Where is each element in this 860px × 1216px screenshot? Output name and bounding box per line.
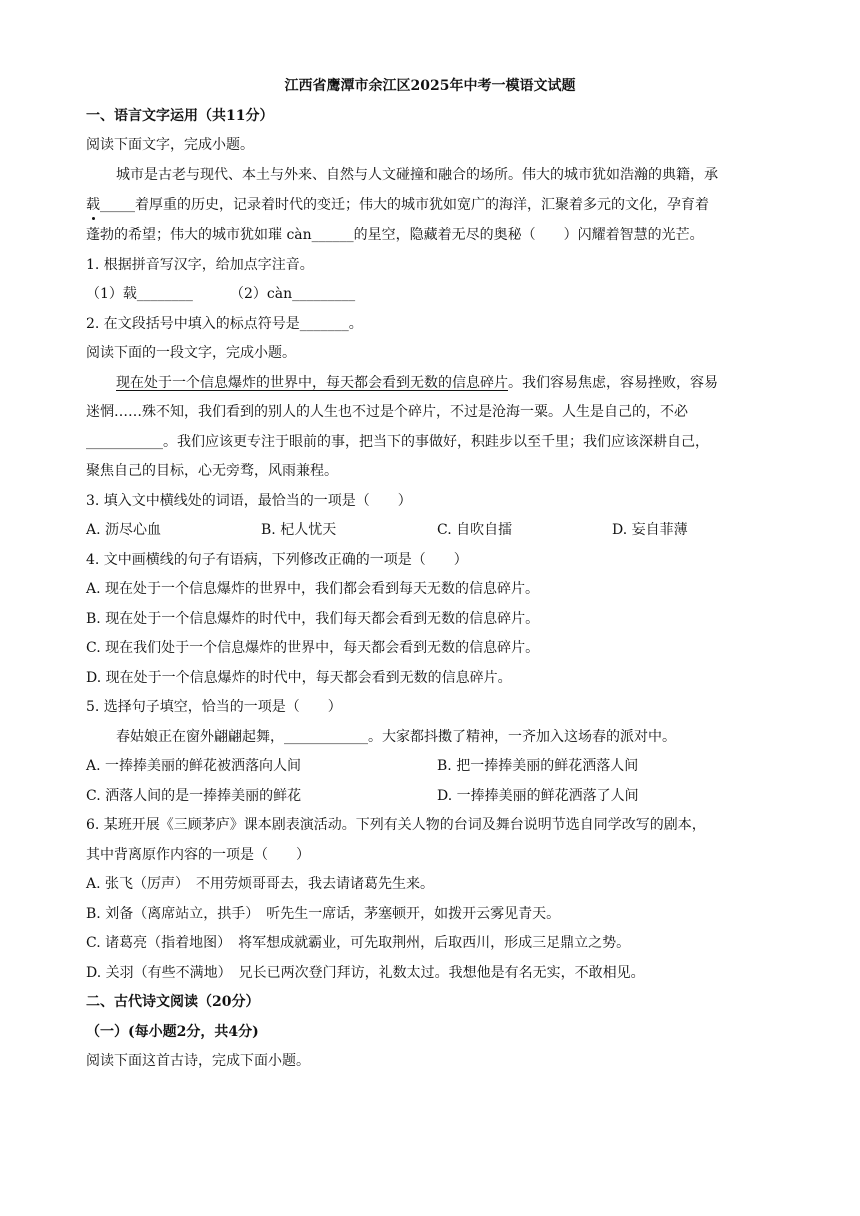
passage-1-line-3: 蓬勃的希望；伟大的城市犹如璀 càn______的星空，隐藏着无尽的奥秘（ ）闪耀着智慧的光芒。 xyxy=(86,227,704,243)
question-6-option-a: A. 张飞（厉声） 不用劳烦哥哥去，我去请诸葛先生来。 xyxy=(86,876,435,892)
question-2: 2. 在文段括号中填入的标点符号是_______。 xyxy=(86,316,363,332)
passage-1-line-1: 城市是古老与现代、本土与外来、自然与人文碰撞和融合的场所。伟大的城市犹如浩瀚的典籍，承 xyxy=(116,167,718,183)
question-5-option-d: D. 一捧捧美丽的鲜花洒落了人间 xyxy=(437,788,639,804)
subsection-heading: （一）(每小题2分，共4分) xyxy=(86,1024,259,1040)
reading-instruction-2: 阅读下面的一段文字，完成小题。 xyxy=(86,345,296,361)
dotted-character: 载 xyxy=(86,197,100,213)
passage-2-line-1-text: 。我们容易焦虑，容易挫败，容易 xyxy=(508,375,718,391)
passage-1-line-2 xyxy=(86,195,709,215)
section-heading-2: 二、古代诗文阅读（20分） xyxy=(86,994,260,1010)
document-title: 江西省鹰潭市余江区2025年中考一模语文试题 xyxy=(284,78,576,94)
question-1-part-2: （2）càn_________ xyxy=(230,286,356,302)
question-5-option-a: A. 一捧捧美丽的鲜花被洒落向人间 xyxy=(86,758,302,774)
question-1-part-1: （1）载________ xyxy=(86,286,193,302)
question-3-option-a: A. 沥尽心血 xyxy=(86,522,162,538)
question-3-option-c: C. 自吹自擂 xyxy=(437,522,513,538)
question-4-option-b: B. 现在处于一个信息爆炸的时代中，我们每天都会看到无数的信息碎片。 xyxy=(86,611,540,627)
question-5-text: 春姑娘正在窗外翩翩起舞，____________。大家都抖擞了精神，一齐加入这场春的派对中。 xyxy=(116,729,676,745)
question-6-line-1: 6. 某班开展《三顾茅庐》课本剧表演活动。下列有关人物的台词及舞台说明节选自同学改写的剧本， xyxy=(86,817,706,833)
question-5-option-b: B. 把一捧捧美丽的鲜花洒落人间 xyxy=(437,758,639,774)
passage-2-line-3: ___________。我们应该更专注于眼前的事，把当下的事做好，积跬步以至千里；我们应该深耕自己， xyxy=(86,434,709,450)
question-6-option-d: D. 关羽（有些不满地） 兄长已两次登门拜访，礼数太过。我想他是有名无实，不敢相见。 xyxy=(86,965,645,981)
section-heading-1: 一、语言文字运用（共11分） xyxy=(86,108,274,124)
question-3-option-b: B. 杞人忧天 xyxy=(261,522,337,538)
question-6-option-c: C. 诸葛亮（指着地图） 将军想成就霸业，可先取荆州，后取西川，形成三足鼎立之势。 xyxy=(86,935,631,951)
question-5: 5. 选择句子填空，恰当的一项是（ ） xyxy=(86,699,342,715)
question-1: 1. 根据拼音写汉字，给加点字注音。 xyxy=(86,257,314,273)
question-4-option-d: D. 现在处于一个信息爆炸的时代中，每天都会看到无数的信息碎片。 xyxy=(86,670,512,686)
question-6-option-b: B. 刘备（离席站立，拱手） 听先生一席话，茅塞顿开，如拨开云雾见青天。 xyxy=(86,906,561,922)
passage-2-line-4: 聚焦自己的目标，心无旁骛，风雨兼程。 xyxy=(86,463,338,479)
question-4: 4. 文中画横线的句子有语病，下列修改正确的一项是（ ） xyxy=(86,552,468,568)
question-4-option-c: C. 现在我们处于一个信息爆炸的世界中，每天都会看到无数的信息碎片。 xyxy=(86,640,540,656)
question-6-line-2: 其中背离原作内容的一项是（ ） xyxy=(86,847,310,863)
question-4-option-a: A. 现在处于一个信息爆炸的世界中，我们都会看到每天无数的信息碎片。 xyxy=(86,581,540,597)
question-3: 3. 填入文中横线处的词语，最恰当的一项是（ ） xyxy=(86,493,412,509)
passage-1-line-2-text: _____着厚重的历史，记录着时代的变迁；伟大的城市犹如宽广的海洋，汇聚着多元的文化，孕育着 xyxy=(100,197,709,213)
underlined-sentence: 现在处于一个信息爆炸的世界中，每天都会看到无数的信息碎片 xyxy=(116,375,508,391)
passage-2-line-1 xyxy=(116,373,718,393)
passage-2-line-2: 迷惘……殊不知，我们看到的别人的人生也不过是个碎片，不过是沧海一粟。人生是自己的，不必 xyxy=(86,404,688,420)
reading-instruction-1: 阅读下面文字，完成小题。 xyxy=(86,137,254,153)
question-5-option-c: C. 洒落人间的是一捧捧美丽的鲜花 xyxy=(86,788,302,804)
question-3-option-d: D. 妄自菲薄 xyxy=(612,522,688,538)
reading-instruction-3: 阅读下面这首古诗，完成下面小题。 xyxy=(86,1053,310,1069)
